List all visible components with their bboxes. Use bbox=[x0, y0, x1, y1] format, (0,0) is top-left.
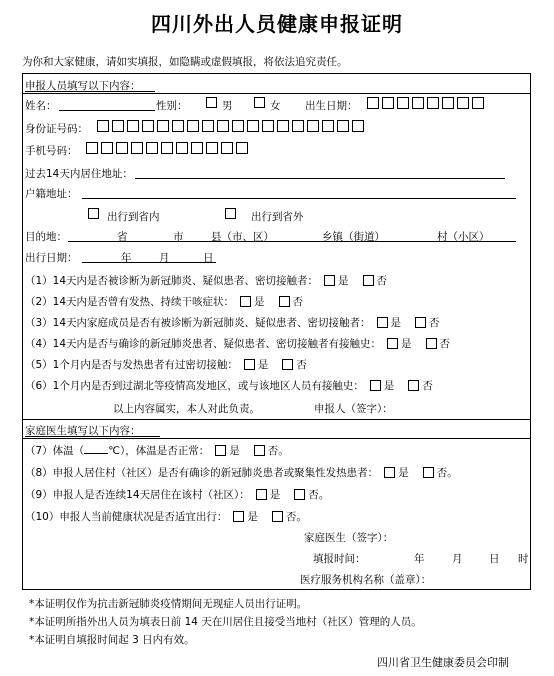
q9-yes-label: 是 bbox=[269, 489, 281, 501]
dest-town-label: 乡镇（街道） bbox=[322, 231, 385, 243]
q9-no-label: 否。 bbox=[308, 489, 330, 501]
q4-yes-checkbox[interactable] bbox=[387, 338, 398, 349]
temperature-field[interactable] bbox=[84, 443, 108, 454]
q9-yes-checkbox[interactable] bbox=[256, 489, 267, 500]
birth-date-cells[interactable] bbox=[367, 97, 484, 109]
question-4 bbox=[25, 336, 450, 351]
in-province-label: 出行到省内 bbox=[107, 211, 160, 223]
female-label: 女 bbox=[270, 100, 281, 112]
note-1: *本证明仅作为抗击新冠肺炎疫情期间无现症人员出行证明。 bbox=[29, 598, 308, 610]
travel-date-label: 出行日期： bbox=[25, 252, 78, 264]
question-3-text: （3）14天内家庭成员是否有被诊断为新冠肺炎、疑似患者、密切接触者： bbox=[25, 317, 371, 329]
q5-no-label: 否 bbox=[296, 359, 307, 371]
q3-yes-label: 是 bbox=[390, 317, 402, 329]
question-9 bbox=[25, 487, 329, 502]
issuer-text: 四川省卫生健康委员会印制 bbox=[377, 656, 509, 669]
q3-no-label: 否 bbox=[429, 317, 440, 329]
dest-village-label: 村（小区） bbox=[437, 231, 490, 243]
fill-year-label: 年 bbox=[414, 553, 425, 565]
q7-no-checkbox[interactable] bbox=[254, 445, 265, 456]
q8-no-label: 否。 bbox=[436, 467, 458, 479]
q3-no-checkbox[interactable] bbox=[415, 317, 426, 328]
household-field[interactable] bbox=[82, 198, 516, 199]
q2-yes-checkbox[interactable] bbox=[240, 296, 251, 307]
q7-no-label: 否。 bbox=[267, 445, 289, 457]
q8-yes-checkbox[interactable] bbox=[384, 467, 395, 478]
question-8-text: （8）申报人居住村（社区）是否有确诊的新冠肺炎患者或聚集性发热患者： bbox=[25, 467, 379, 479]
male-checkbox[interactable] bbox=[206, 97, 217, 108]
section1-header-underline bbox=[25, 91, 155, 92]
travel-date-field[interactable] bbox=[82, 262, 216, 263]
question-6 bbox=[25, 378, 433, 393]
destination-label: 目的地： bbox=[25, 231, 67, 243]
question-6-text: （6）1个月内是否到过湖北等疫情高发地区，或与该地区人员有接触史： bbox=[25, 380, 364, 392]
q6-no-checkbox[interactable] bbox=[408, 380, 419, 391]
pledge-text: 以上内容属实，本人对此负责。 bbox=[113, 403, 260, 415]
fill-month-label: 月 bbox=[452, 553, 463, 565]
q3-yes-checkbox[interactable] bbox=[377, 317, 388, 328]
question-1-text: （1）14天内是否被诊断为新冠肺炎、疑似患者、密切接触者： bbox=[25, 275, 319, 287]
question-2-text: （2）14天内是否曾有发热、持续干咳症状： bbox=[25, 296, 235, 308]
q2-no-checkbox[interactable] bbox=[279, 296, 290, 307]
question-5-text: （5）1个月内是否与发热患者有过密切接触： bbox=[25, 359, 238, 371]
question-1 bbox=[25, 273, 387, 288]
question-10 bbox=[25, 509, 307, 524]
question-10-text: （10）申报人当前健康状况是否适宜出行： bbox=[25, 511, 228, 523]
q1-yes-label: 是 bbox=[338, 275, 349, 287]
male-label: 男 bbox=[222, 100, 233, 112]
question-3 bbox=[25, 315, 440, 330]
q7-yes-label: 是 bbox=[229, 445, 240, 457]
out-province-checkbox[interactable] bbox=[225, 208, 236, 219]
q5-no-checkbox[interactable] bbox=[282, 359, 293, 370]
q2-no-label: 否 bbox=[292, 296, 304, 308]
q1-no-label: 否 bbox=[376, 275, 388, 287]
in-province-checkbox[interactable] bbox=[88, 208, 99, 219]
travel-month-label: 月 bbox=[159, 252, 170, 264]
q2-yes-label: 是 bbox=[254, 296, 265, 308]
applicant-signature-label: 申报人（签字）： bbox=[314, 403, 393, 415]
residence-field[interactable] bbox=[135, 178, 505, 179]
id-number-label: 身份证号码： bbox=[25, 123, 88, 135]
q5-yes-checkbox[interactable] bbox=[244, 359, 255, 370]
fill-hour-label: 时 bbox=[518, 553, 529, 565]
section2-divider bbox=[22, 419, 531, 420]
q5-yes-label: 是 bbox=[257, 359, 269, 371]
section2-header: 家庭医生填写以下内容： bbox=[25, 425, 141, 437]
question-4-text: （4）14天内是否与确诊的新冠肺炎患者、疑似患者、密切接触者有接触史： bbox=[25, 338, 382, 350]
question-2 bbox=[25, 294, 303, 309]
question-7 bbox=[25, 443, 289, 458]
q4-no-checkbox[interactable] bbox=[426, 338, 437, 349]
q7-yes-checkbox[interactable] bbox=[215, 445, 226, 456]
q1-yes-checkbox[interactable] bbox=[324, 275, 335, 286]
q4-yes-label: 是 bbox=[401, 338, 412, 350]
dest-province-label: 省 bbox=[117, 231, 128, 243]
section1-divider bbox=[22, 93, 531, 94]
birth-date-label: 出生日期： bbox=[305, 100, 358, 112]
phone-cells[interactable] bbox=[86, 142, 248, 154]
section1-header: 申报人员填写以下内容： bbox=[25, 80, 141, 92]
name-label: 姓名： bbox=[25, 100, 57, 112]
q8-no-checkbox[interactable] bbox=[423, 467, 434, 478]
question-9-text: （9）申报人是否连续14天居住在该村（社区）： bbox=[25, 489, 250, 501]
note-2: *本证明所指外出人员为填表日前 14 天在川居住且接受当地村（社区）管理的人员。 bbox=[29, 616, 422, 628]
residence-label: 过去14天内居住地址： bbox=[25, 168, 133, 180]
travel-year-label: 年 bbox=[121, 252, 132, 264]
female-checkbox[interactable] bbox=[254, 97, 265, 108]
q10-no-label: 否。 bbox=[285, 511, 307, 523]
q8-yes-label: 是 bbox=[398, 467, 409, 479]
q10-yes-label: 是 bbox=[247, 511, 258, 523]
phone-label: 手机号码： bbox=[25, 145, 78, 157]
q9-no-checkbox[interactable] bbox=[294, 489, 305, 500]
q6-no-label: 否 bbox=[422, 380, 433, 392]
q10-no-checkbox[interactable] bbox=[272, 511, 283, 522]
out-province-label: 出行到省外 bbox=[251, 211, 304, 223]
q10-yes-checkbox[interactable] bbox=[233, 511, 244, 522]
section2-header-underline bbox=[25, 436, 160, 437]
q7-text-b: ℃），体温是否正常： bbox=[108, 445, 210, 457]
institution-label: 医疗服务机构名称（盖章）： bbox=[300, 574, 432, 586]
intro-text: 为你和大家健康，请如实填报，如隐瞒或虚假填报，将依法追究责任。 bbox=[22, 56, 348, 68]
q6-yes-label: 是 bbox=[383, 380, 395, 392]
question-8 bbox=[25, 465, 458, 480]
section2-header-divider bbox=[22, 438, 531, 439]
fill-day-label: 日 bbox=[489, 553, 500, 565]
dest-county-label: 县（市、区） bbox=[211, 231, 274, 243]
q6-yes-checkbox[interactable] bbox=[370, 380, 381, 391]
page-title: 四川外出人员健康申报证明 bbox=[151, 12, 403, 36]
dest-city-label: 市 bbox=[173, 231, 184, 243]
id-number-cells[interactable] bbox=[97, 120, 364, 132]
q7-text-a: （7）体温（ bbox=[25, 445, 85, 457]
q4-no-label: 否 bbox=[439, 338, 451, 350]
travel-day-label: 日 bbox=[203, 252, 214, 264]
name-field[interactable] bbox=[59, 110, 155, 111]
fill-time-label: 填报时间： bbox=[313, 553, 366, 565]
gender-label: 性别： bbox=[156, 100, 188, 112]
doctor-signature-label: 家庭医生（签字）： bbox=[304, 532, 394, 544]
note-3: *本证明自填报时间起 3 日内有效。 bbox=[29, 634, 195, 646]
q1-no-checkbox[interactable] bbox=[363, 275, 374, 286]
question-5 bbox=[25, 357, 307, 372]
household-label: 户籍地址： bbox=[25, 188, 78, 200]
